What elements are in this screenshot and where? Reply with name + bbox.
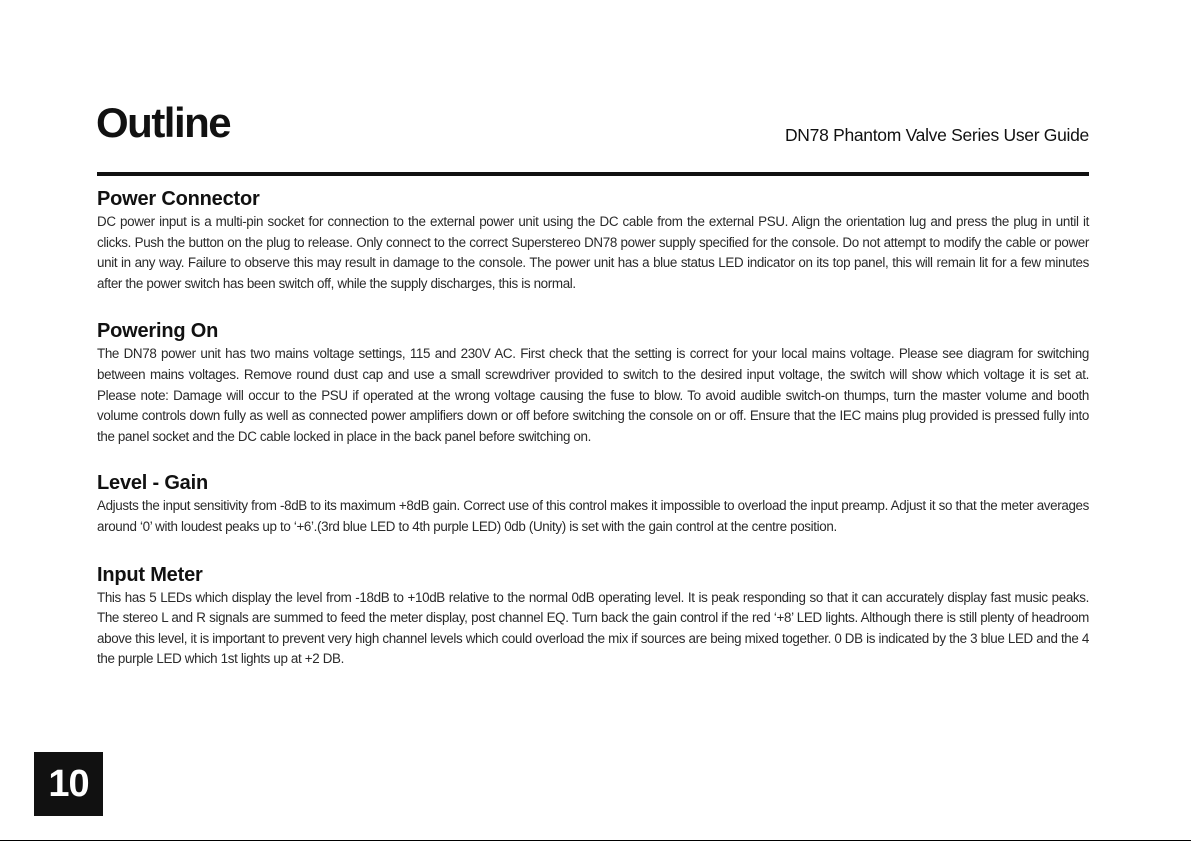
section-body: The DN78 power unit has two mains voltage settings, 115 and 230V AC. First check that the setting is correct for your local mains voltage. Please see diagram for switching between mains voltages. Remove round dust cap and use a small screwdriver provided to switch to the desired input voltage, the switch will show which voltage it is set at. Please note: Damage will occur to the PSU if operated at the wrong voltage causing the fuse to blow. To avoid audible switch-on thumps, turn the master volume and booth volume controls down fully as well as connected power amplifiers down or off before switching the console on or off. Ensure that the IEC mains plug provided is pressed fully into the panel socket and the DC cable locked in place in the back panel before switching on. [97, 346, 1089, 444]
section-body: Adjusts the input sensitivity from -8dB to its maximum +8dB gain. Correct use of this control makes it impossible to overload the input preamp. Adjust it so that the meter averages around ‘0’ with loudest peaks up to ‘+6’.(3rd blue LED to 4th purple LED) 0db (Unity) is set with the gain control at the centre position. [97, 498, 1089, 534]
section-heading: Input Meter [97, 563, 203, 586]
section-powering-on [97, 318, 1089, 447]
section-body: DC power input is a multi-pin socket for connection to the external power unit using the DC cable from the external PSU. Align the orientation lug and press the plug in until it clicks. Push the button on the plug to release. Only connect to the correct Superstereo DN78 power supply specified for the console. Do not attempt to modify the cable or power unit in any way. Failure to observe this may result in damage to the console. The power unit has a blue status LED indicator on its top panel, this will remain lit for a few minutes after the power switch has been switch off, while the supply discharges, this is normal. [97, 214, 1089, 291]
section-heading: Level - Gain [97, 472, 208, 495]
page-number: 10 [34, 752, 103, 816]
section-power-connector [97, 186, 1089, 294]
section-heading: Power Connector [97, 188, 260, 210]
section-body: This has 5 LEDs which display the level from -18dB to +10dB relative to the normal 0dB operating level. It is peak responding so that it can accurately display fast music peaks. The stereo L and R signals are summed to feed the meter display, post channel EQ. Turn back the gain control if the red ‘+8’ LED lights. Although there is still plenty of headroom above this level, it is important to prevent very high channel levels which could overload the mix if sources are being mixed together. 0 DB is indicated by the 3 blue LED and the 4 the purple LED which 1st lights up at +2 DB. [97, 589, 1089, 667]
section-heading: Powering On [97, 320, 219, 343]
section-input-meter [97, 562, 1089, 670]
content-area [97, 186, 1089, 670]
section-level-gain [97, 470, 1089, 537]
document-title: DN78 Phantom Valve Series User Guide [784, 125, 1089, 145]
page-title: Outline [96, 99, 231, 146]
header-divider [97, 172, 1089, 176]
